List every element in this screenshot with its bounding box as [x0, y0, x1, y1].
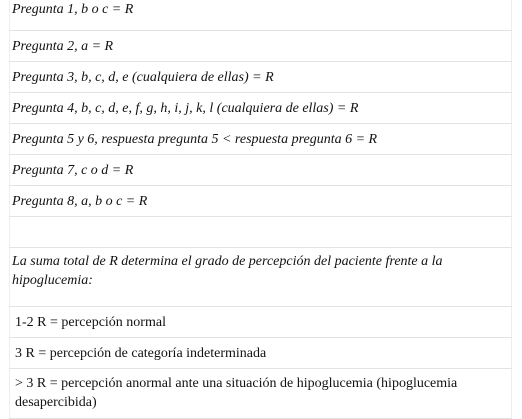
table-row — [10, 0, 512, 31]
empty-cell — [10, 217, 512, 248]
rule-question-5-6: Pregunta 5 y 6, respuesta pregunta 5 < respuesta pregunta 6 = R — [10, 124, 512, 155]
rule-question-8: Pregunta 8, a, b o c = R — [10, 186, 512, 217]
rule-question-4: Pregunta 4, b, c, d, e, f, g, h, i, j, k, l (cualquiera de ellas) = R — [10, 93, 512, 124]
table-row — [10, 369, 512, 419]
scoring-table — [9, 0, 512, 419]
table-row — [10, 248, 512, 307]
result-normal: 1-2 R = percepción normal — [10, 307, 512, 338]
rule-question-7: Pregunta 7, c o d = R — [10, 155, 512, 186]
table-row — [10, 31, 512, 62]
result-abnormal: > 3 R = percepción anormal ante una situación de hipoglucemia (hipoglucemia desapercibida) — [10, 369, 512, 419]
result-indeterminate: 3 R = percepción de categoría indeterminada — [10, 338, 512, 369]
rule-question-1: Pregunta 1, b o c = R — [10, 0, 512, 31]
table-row-empty — [10, 217, 512, 248]
table-row — [10, 338, 512, 369]
rule-question-2: Pregunta 2, a = R — [10, 31, 512, 62]
summary-explanation: La suma total de R determina el grado de percepción del paciente frente a la hipoglucemia: — [10, 248, 512, 307]
table-row — [10, 307, 512, 338]
table-row — [10, 93, 512, 124]
table-row — [10, 124, 512, 155]
table-row — [10, 186, 512, 217]
table-row — [10, 155, 512, 186]
table-row — [10, 62, 512, 93]
rule-question-3: Pregunta 3, b, c, d, e (cualquiera de ellas) = R — [10, 62, 512, 93]
